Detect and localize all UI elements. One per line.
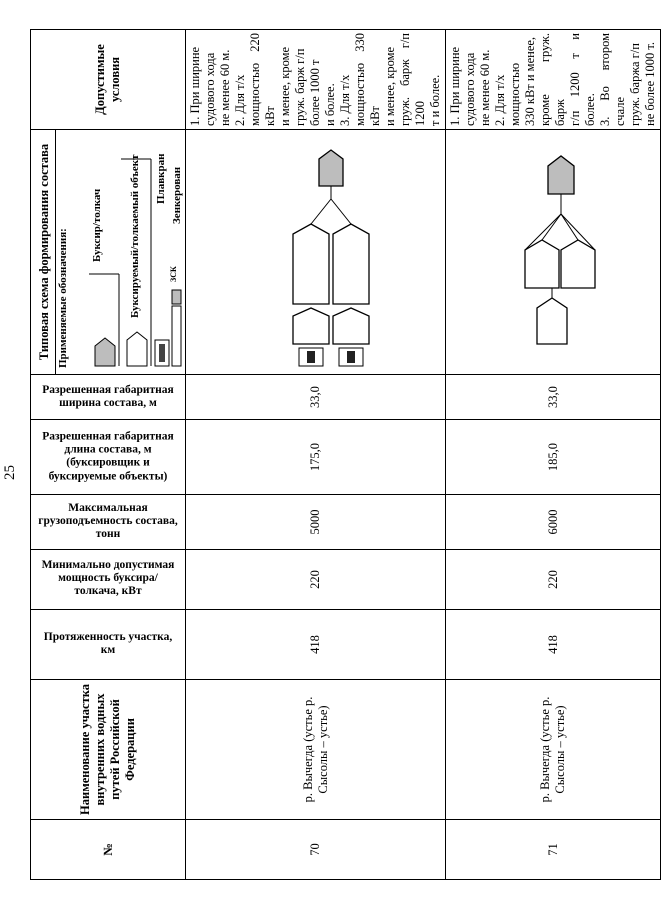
schema-title: Типовая схема формирования состава [33,130,56,374]
header-max-capacity: Максимальная грузоподъемность состава, тонн [31,495,186,550]
legend-crane-icon [155,340,169,366]
row-allowed-width: 33,0 [186,375,446,420]
row-allowed-length: 185,0 [446,420,661,495]
header-row [31,30,186,880]
row-min-power: 220 [186,550,446,610]
condition-line: 2. Для т/х [493,74,507,126]
condition-line: 330 кВт и менее, [523,36,537,126]
header-name: Наименование участка внутренних водных путей Российской Федерации [31,680,186,820]
row-allowed-length: 175,0 [186,420,446,495]
row-num: 71 [446,820,661,880]
condition-line: мощностью [508,62,522,126]
row-conditions [186,30,446,130]
header-allowed-width: Разрешенная габаритная ширина состава, м [31,375,186,420]
table-row [186,30,446,880]
row-max-capacity: 6000 [446,495,661,550]
legend-mark-label: ЗСК [169,266,178,282]
condition-line: мощностью 330 кВт [353,33,382,126]
condition-line: судового хода [463,52,477,126]
legend-towed-label: Буксируемый/толкаемый объект [129,154,141,318]
row-min-power: 220 [446,550,661,610]
row-schema [186,130,446,375]
header-min-power: Минимально допустимая мощность буксира/толкача, кВт [31,550,186,610]
row-num: 70 [186,820,446,880]
legend-tug-icon [95,274,119,366]
condition-line: груж. баржа г/п [628,43,642,126]
legend-anchor-label: Зенкерован [171,166,183,224]
legend-tug-label: Буксир/толкач [91,188,103,262]
convoy-diagram-70 [211,129,416,374]
table-row [446,30,661,880]
row-allowed-width: 33,0 [446,375,661,420]
legend-crane-label: Плавкран [155,153,167,204]
condition-line: т и более. [428,74,442,126]
convoy-diagram-71 [449,129,654,374]
condition-line: мощностью 220 кВт [248,33,277,126]
condition-line: и более. [323,83,337,126]
condition-line: и менее, кроме [278,46,292,126]
legend-anchor-icon [172,290,181,366]
row-name: р. Вычегда (устье р. Сысолы – устье) [446,680,661,820]
condition-line: не менее 60 м. [478,49,492,126]
header-conditions: Допустимые условия [31,30,186,130]
condition-line: груж. барж г/п 1200 [398,33,427,126]
row-max-capacity: 5000 [186,495,446,550]
header-length: Протяженность участка, км [31,610,186,680]
header-num: № [31,820,186,880]
condition-line: 1. При ширине [448,46,462,126]
rotated-page [2,30,657,880]
condition-line: груж. барж г/п [293,48,307,126]
header-allowed-length: Разрешенная габаритная длина состава, м (буксировщик и буксируемые объекты) [31,420,186,495]
condition-line: 3. Во втором счале [598,33,627,126]
row-name: р. Вычегда (устье р. Сысолы – устье) [186,680,446,820]
condition-line: кроме груж. барж [538,33,567,126]
condition-line: 3. Для т/х [338,74,352,126]
regulation-table [30,29,661,880]
row-length: 418 [446,610,661,680]
condition-line: не менее 60 м. [218,49,232,126]
condition-line: 2. Для т/х [233,74,247,126]
condition-line: судового хода [203,52,217,126]
condition-line: более 1000 т [308,59,322,126]
row-schema [446,130,661,375]
condition-line: 1. При ширине [188,46,202,126]
legend-caption: Применяемые обозначения: [57,228,69,368]
row-conditions [446,30,661,130]
header-schema [31,130,186,375]
condition-line: и менее, кроме [383,46,397,126]
condition-line: не более 1000 т. [643,41,657,126]
row-length: 418 [186,610,446,680]
condition-line: г/п 1200 т и более. [568,33,597,126]
legend [55,130,183,374]
page-number: 25 [2,465,18,480]
